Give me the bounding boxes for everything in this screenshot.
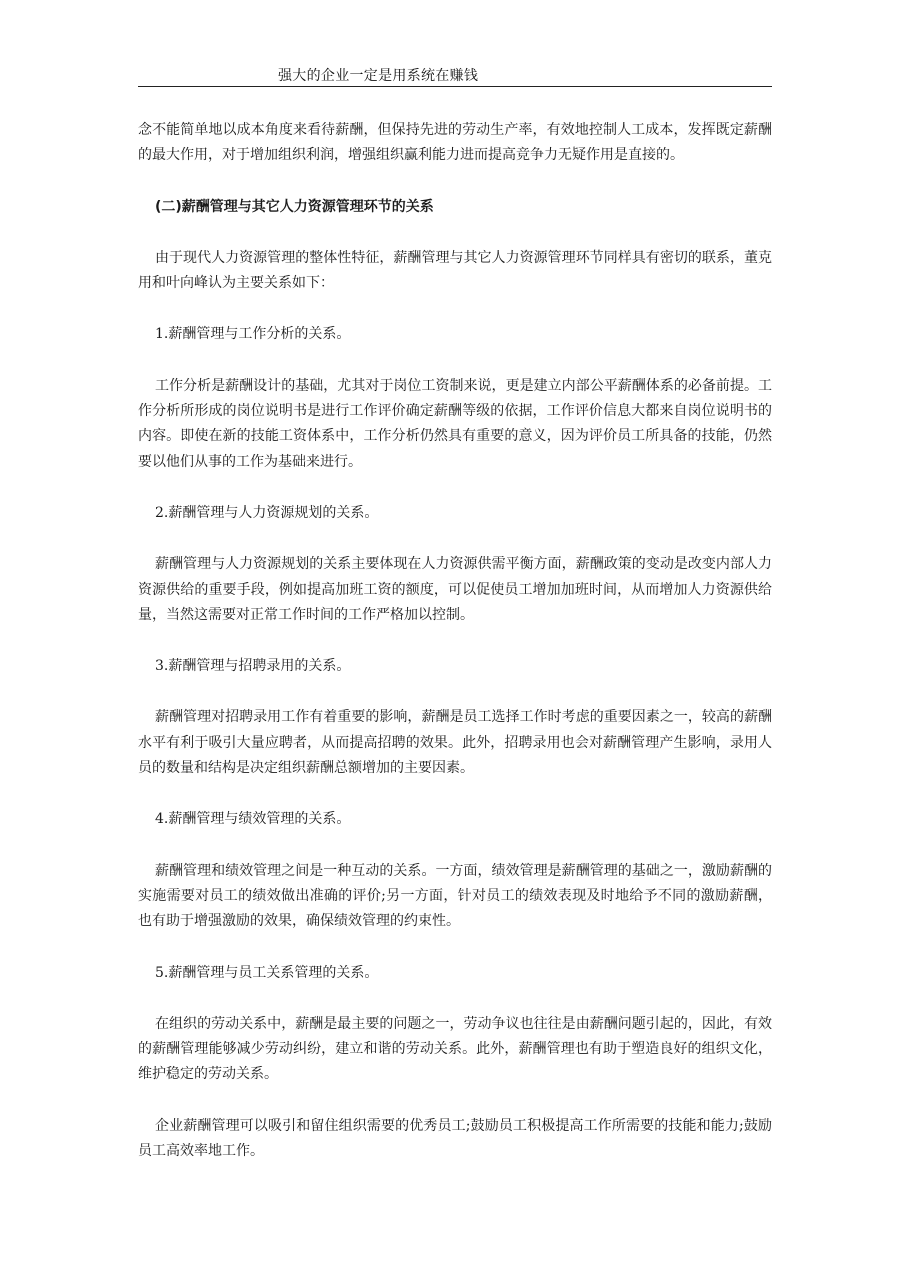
paragraph-job-analysis: 工作分析是薪酬设计的基础，尤其对于岗位工资制来说，更是建立内部公平薪酬体系的必备前提。工作分析所形成的岗位说明书是进行工作评价确定薪酬等级的依据，工作评价信息大都来自岗位说明书的内容。即使在新的技能工资体系中，工作分析仍然具有重要的意义，因为评价员工所具备的技能，仍然要以他们从事的工作为基础来进行。	[138, 377, 772, 470]
subheading-hr-planning: 2.薪酬管理与人力资源规划的关系。	[155, 504, 379, 521]
subheading-recruitment: 3.薪酬管理与招聘录用的关系。	[155, 658, 351, 675]
paragraph-continuation: 念不能简单地以成本角度来看待薪酬，但保持先进的劳动生产率，有效地控制人工成本，发挥既定薪酬的最大作用，对于增加组织利润，增强组织赢利能力进而提高竞争力无疑作用是直接的。	[138, 122, 772, 164]
paragraph-employee-relations: 在组织的劳动关系中，薪酬是最主要的问题之一，劳动争议也往往是由薪酬问题引起的，因此，有效的薪酬管理能够减少劳动纠纷，建立和谐的劳动关系。此外，薪酬管理也有助于塑造良好的组织文化，维护稳定的劳动关系。	[138, 1015, 772, 1083]
header-title: 强大的企业一定是用系统在赚钱	[278, 68, 479, 84]
page-header	[138, 63, 772, 87]
paragraph-recruitment: 薪酬管理对招聘录用工作有着重要的影响，薪酬是员工选择工作时考虑的重要因素之一，较高的薪酬水平有利于吸引大量应聘者，从而提高招聘的效果。此外，招聘录用也会对薪酬管理产生影响，录用人员的数量和结构是决定组织薪酬总额增加的主要因素。	[138, 709, 772, 777]
paragraph-hr-planning: 薪酬管理与人力资源规划的关系主要体现在人力资源供需平衡方面，薪酬政策的变动是改变内部人力资源供给的重要手段，例如提高加班工资的额度，可以促使员工增加加班时间，从而增加人力资源供给量，当然这需要对正常工作时间的工作严格加以控制。	[138, 556, 772, 623]
document-body	[138, 118, 772, 1190]
subheading-employee-relations: 5.薪酬管理与员工关系管理的关系。	[155, 964, 379, 981]
paragraph-intro: 由于现代人力资源管理的整体性特征，薪酬管理与其它人力资源管理环节同样具有密切的联系，董克用和叶向峰认为主要关系如下：	[138, 249, 772, 292]
subheading-performance: 4.薪酬管理与绩效管理的关系。	[155, 811, 351, 828]
paragraph-performance: 薪酬管理和绩效管理之间是一种互动的关系。一方面，绩效管理是薪酬管理的基础之一，激励薪酬的实施需要对员工的绩效做出准确的评价;另一方面，针对员工的绩效表现及时地给予不同的激励薪酬，也有助于增强激励的效果，确保绩效管理的约束性。	[138, 862, 772, 930]
section-heading: (二)薪酬管理与其它人力资源管理环节的关系	[155, 198, 434, 215]
subheading-job-analysis: 1.薪酬管理与工作分析的关系。	[155, 326, 351, 343]
paragraph-summary: 企业薪酬管理可以吸引和留住组织需要的优秀员工;鼓励员工积极提高工作所需要的技能和能力;鼓励员工高效率地工作。	[138, 1117, 772, 1160]
